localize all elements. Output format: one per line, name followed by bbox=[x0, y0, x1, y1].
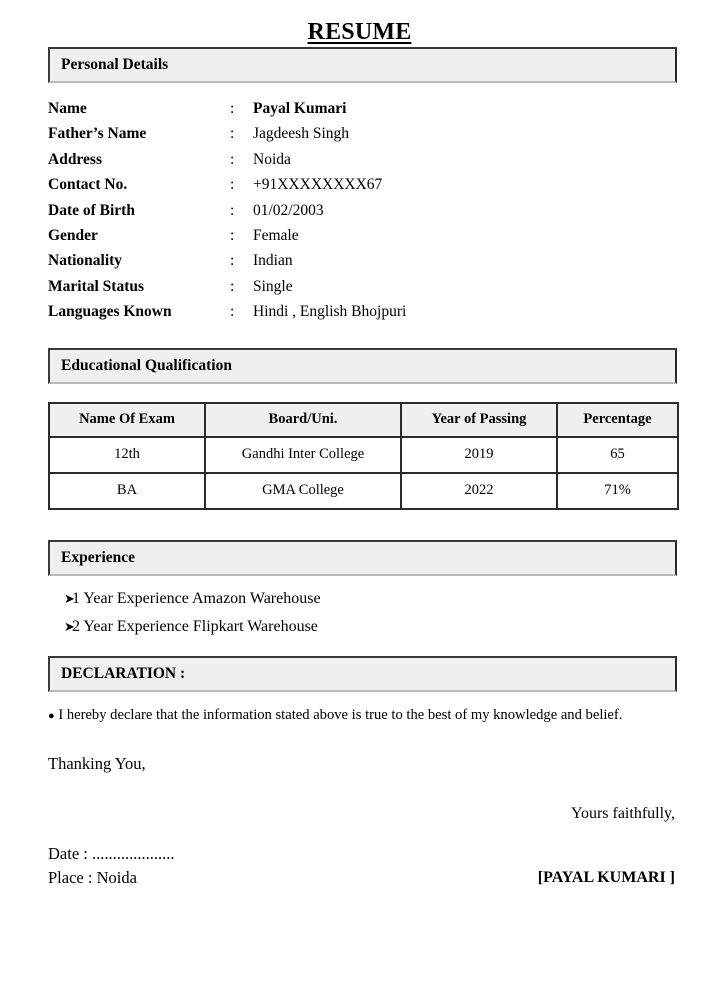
arrow-bullet-icon: ➤ bbox=[64, 590, 75, 606]
personal-detail-label: Name bbox=[48, 99, 87, 117]
experience-list bbox=[48, 585, 677, 641]
cell-year: 2019 bbox=[401, 437, 557, 473]
personal-detail-value: Payal Kumari bbox=[253, 99, 347, 117]
personal-detail-label: Date of Birth bbox=[48, 201, 135, 219]
personal-detail-value: Indian bbox=[253, 252, 293, 270]
column-header-year: Year of Passing bbox=[401, 403, 557, 437]
personal-detail-separator: : bbox=[230, 150, 235, 168]
cell-percentage: 65 bbox=[557, 437, 678, 473]
table-row bbox=[48, 299, 677, 324]
table-row bbox=[48, 198, 677, 223]
personal-detail-value: Single bbox=[253, 277, 293, 295]
table-row bbox=[48, 96, 677, 121]
personal-detail-separator: : bbox=[230, 303, 235, 321]
personal-detail-label: Contact No. bbox=[48, 176, 128, 194]
section-header-personal-details-label: Personal Details bbox=[61, 55, 169, 73]
yours-faithfully-text: Yours faithfully, bbox=[570, 805, 675, 823]
date-place-block bbox=[48, 842, 174, 890]
cell-year: 2022 bbox=[401, 473, 557, 509]
table-row bbox=[48, 172, 677, 197]
section-header-experience bbox=[48, 540, 677, 576]
experience-item-label: 2 Year Experience Flipkart Warehouse bbox=[72, 617, 318, 635]
personal-detail-value: Noida bbox=[253, 150, 291, 168]
personal-detail-separator: : bbox=[230, 226, 235, 244]
table-row bbox=[49, 437, 678, 473]
list-item bbox=[48, 613, 677, 641]
closing-row bbox=[48, 842, 677, 890]
personal-detail-value: Female bbox=[253, 226, 299, 244]
section-header-declaration bbox=[48, 656, 677, 692]
personal-details-table bbox=[48, 96, 677, 325]
document-content bbox=[0, 47, 719, 890]
personal-detail-value: 01/02/2003 bbox=[253, 201, 324, 219]
table-header-row bbox=[49, 403, 678, 437]
personal-detail-separator: : bbox=[230, 99, 235, 117]
column-header-exam: Name Of Exam bbox=[49, 403, 205, 437]
personal-detail-label: Languages Known bbox=[48, 303, 172, 321]
personal-detail-separator: : bbox=[230, 252, 235, 270]
page-title-text: RESUME bbox=[307, 19, 412, 45]
personal-detail-separator: : bbox=[230, 201, 235, 219]
section-header-experience-label: Experience bbox=[61, 548, 136, 566]
table-row bbox=[48, 121, 677, 146]
section-header-education bbox=[48, 348, 677, 384]
personal-detail-label: Father’s Name bbox=[48, 125, 147, 143]
personal-detail-label: Nationality bbox=[48, 252, 123, 270]
personal-detail-label: Gender bbox=[48, 226, 98, 244]
personal-detail-separator: : bbox=[230, 176, 235, 194]
table-row bbox=[48, 248, 677, 273]
place-line: Place : Noida bbox=[48, 868, 137, 888]
round-bullet-icon: ● bbox=[48, 710, 55, 723]
education-table bbox=[48, 402, 679, 510]
declaration-statement: I hereby declare that the information stated above is true to the best of my knowledge and belief. bbox=[58, 707, 623, 724]
table-row bbox=[48, 147, 677, 172]
table-row bbox=[49, 473, 678, 509]
column-header-board: Board/Uni. bbox=[205, 403, 401, 437]
personal-detail-value: Hindi , English Bhojpuri bbox=[253, 303, 407, 321]
page-title bbox=[0, 0, 719, 47]
personal-detail-label: Address bbox=[48, 150, 102, 168]
signature-name: [PAYAL KUMARI ] bbox=[537, 869, 675, 887]
personal-detail-label: Marital Status bbox=[48, 277, 145, 295]
experience-item-label: 1 Year Experience Amazon Warehouse bbox=[72, 589, 321, 607]
table-row bbox=[48, 223, 677, 248]
section-header-education-label: Educational Qualification bbox=[61, 356, 232, 374]
column-header-percentage: Percentage bbox=[557, 403, 678, 437]
cell-board: GMA College bbox=[205, 473, 401, 509]
section-header-declaration-label: DECLARATION : bbox=[61, 664, 186, 682]
cell-exam: BA bbox=[49, 473, 205, 509]
cell-exam: 12th bbox=[49, 437, 205, 473]
personal-detail-value: Jagdeesh Singh bbox=[253, 125, 350, 143]
personal-detail-separator: : bbox=[230, 125, 235, 143]
list-item bbox=[48, 585, 677, 613]
date-line: Date : .................... bbox=[48, 844, 175, 864]
declaration-text bbox=[48, 705, 677, 726]
cell-board: Gandhi Inter College bbox=[205, 437, 401, 473]
personal-detail-value: +91XXXXXXXX67 bbox=[253, 176, 383, 194]
arrow-bullet-icon: ➤ bbox=[64, 618, 75, 634]
section-header-personal-details bbox=[48, 47, 677, 83]
personal-detail-separator: : bbox=[230, 277, 235, 295]
table-row bbox=[48, 274, 677, 299]
cell-percentage: 71% bbox=[557, 473, 678, 509]
thanking-you-text: Thanking You, bbox=[48, 754, 146, 774]
